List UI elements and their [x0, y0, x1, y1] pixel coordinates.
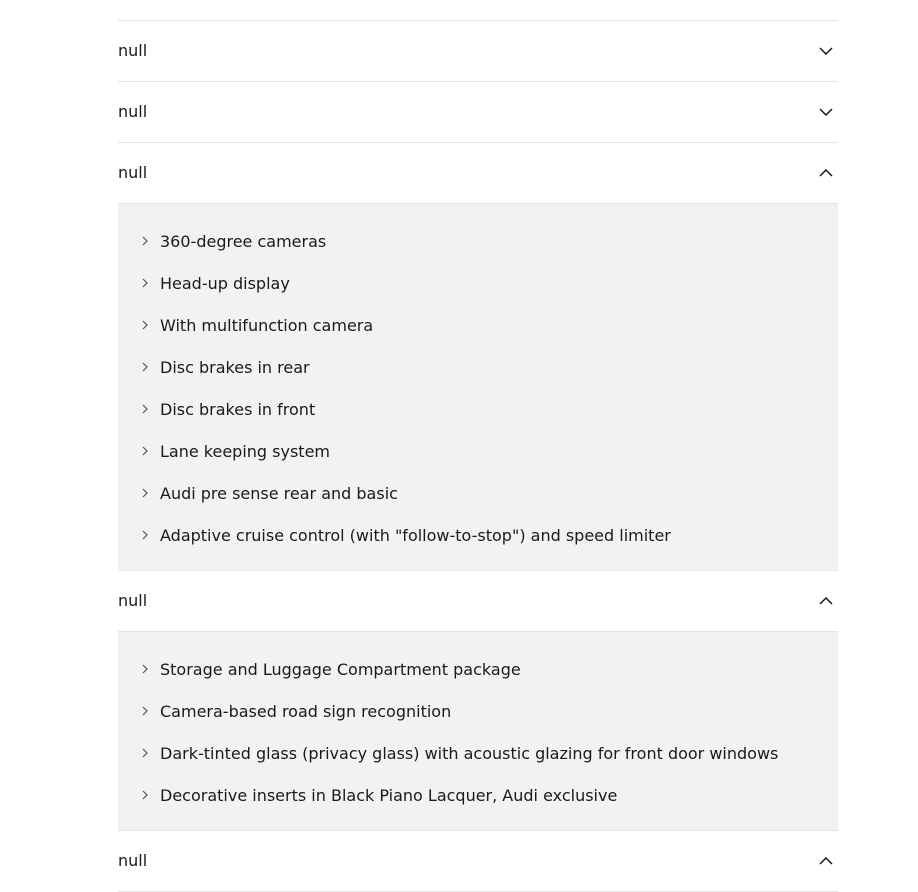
- feature-list: [118, 648, 838, 816]
- chevron-right-icon: [142, 404, 150, 414]
- feature-label: Camera-based road sign recognition: [160, 701, 452, 721]
- accordion-header[interactable]: [118, 571, 838, 632]
- chevron-right-icon: [142, 446, 150, 456]
- feature-label: Disc brakes in rear: [160, 357, 310, 377]
- chevron-down-icon: [818, 43, 834, 59]
- chevron-right-icon: [142, 748, 150, 758]
- list-item[interactable]: [118, 430, 838, 472]
- feature-label: Storage and Luggage Compartment package: [160, 659, 521, 679]
- accordion-section: [118, 831, 838, 892]
- accordion-section: [118, 143, 838, 571]
- list-item[interactable]: [118, 304, 838, 346]
- feature-accordion: [118, 20, 838, 892]
- feature-label: Head-up display: [160, 273, 290, 293]
- feature-label: Lane keeping system: [160, 441, 330, 461]
- list-item[interactable]: [118, 388, 838, 430]
- chevron-right-icon: [142, 236, 150, 246]
- accordion-panel: [118, 204, 838, 571]
- chevron-right-icon: [142, 790, 150, 800]
- chevron-right-icon: [142, 278, 150, 288]
- accordion-title: null: [118, 851, 148, 870]
- chevron-right-icon: [142, 664, 150, 674]
- feature-label: Dark-tinted glass (privacy glass) with acoustic glazing for front door windows: [160, 743, 779, 763]
- chevron-down-icon: [818, 104, 834, 120]
- list-item[interactable]: [118, 262, 838, 304]
- chevron-right-icon: [142, 488, 150, 498]
- accordion-section: [118, 571, 838, 831]
- chevron-right-icon: [142, 362, 150, 372]
- chevron-up-icon: [818, 853, 834, 869]
- feature-label: Audi pre sense rear and basic: [160, 483, 398, 503]
- accordion-title: null: [118, 102, 148, 121]
- accordion-section: [118, 21, 838, 82]
- accordion-header[interactable]: [118, 831, 838, 892]
- feature-label: 360-degree cameras: [160, 231, 327, 251]
- chevron-right-icon: [142, 530, 150, 540]
- chevron-right-icon: [142, 320, 150, 330]
- list-item[interactable]: [118, 648, 838, 690]
- feature-label: With multifunction camera: [160, 315, 374, 335]
- list-item[interactable]: [118, 732, 838, 774]
- chevron-up-icon: [818, 165, 834, 181]
- list-item[interactable]: [118, 472, 838, 514]
- list-item[interactable]: [118, 220, 838, 262]
- feature-label: Adaptive cruise control (with "follow-to-stop") and speed limiter: [160, 525, 671, 545]
- chevron-right-icon: [142, 706, 150, 716]
- list-item[interactable]: [118, 514, 838, 556]
- list-item[interactable]: [118, 774, 838, 816]
- accordion-title: null: [118, 41, 148, 60]
- accordion-section: [118, 82, 838, 143]
- feature-list: [118, 220, 838, 556]
- accordion-header[interactable]: [118, 82, 838, 143]
- feature-label: Decorative inserts in Black Piano Lacquer, Audi exclusive: [160, 785, 618, 805]
- accordion-header[interactable]: [118, 21, 838, 82]
- accordion-title: null: [118, 163, 148, 182]
- accordion-header[interactable]: [118, 143, 838, 204]
- feature-label: Disc brakes in front: [160, 399, 316, 419]
- accordion-panel: [118, 632, 838, 831]
- chevron-up-icon: [818, 593, 834, 609]
- list-item[interactable]: [118, 690, 838, 732]
- accordion-title: null: [118, 591, 148, 610]
- list-item[interactable]: [118, 346, 838, 388]
